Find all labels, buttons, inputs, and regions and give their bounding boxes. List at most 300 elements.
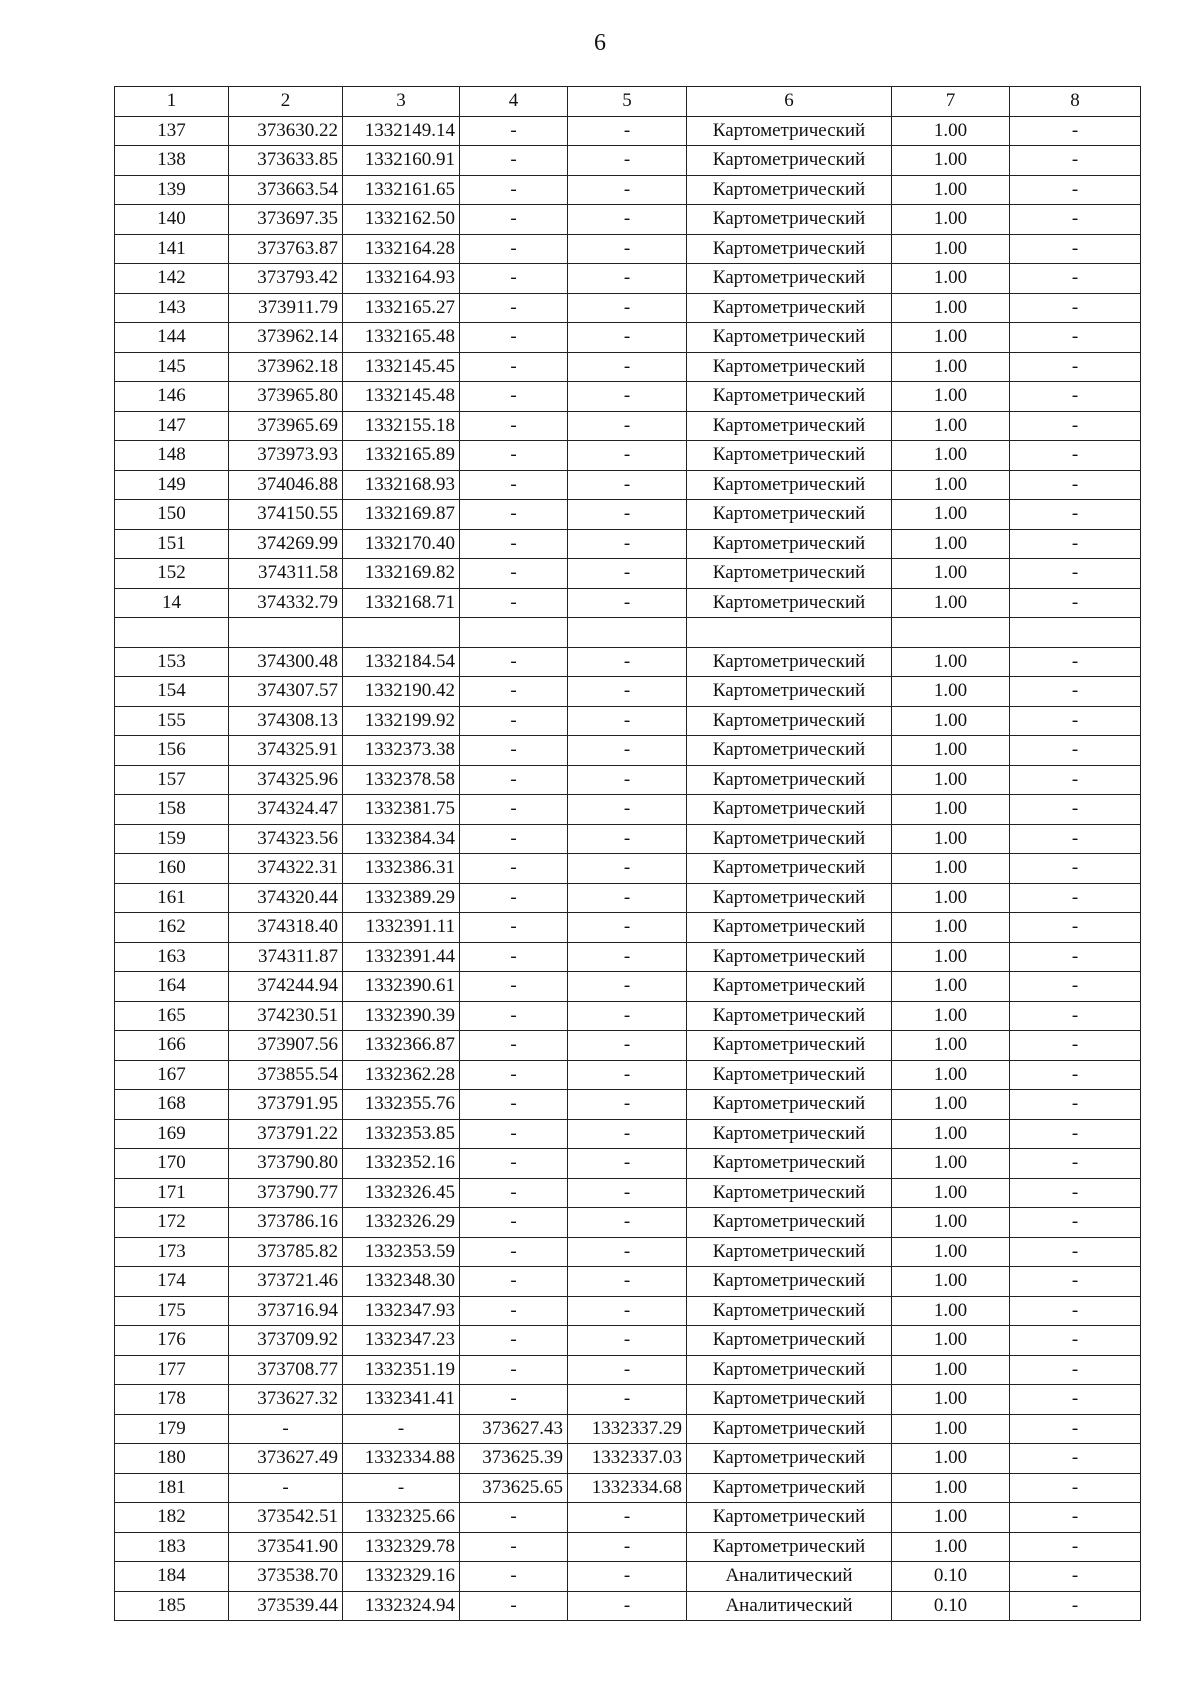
table-row: [115, 1267, 1141, 1297]
table-row: [115, 588, 1141, 618]
table-cell: -: [568, 441, 687, 471]
table-cell: 178: [115, 1385, 229, 1415]
table-cell: 1.00: [892, 942, 1010, 972]
table-cell: -: [460, 234, 568, 264]
table-cell: -: [1010, 441, 1141, 471]
table-row: [115, 500, 1141, 530]
table-cell: Картометрический: [687, 293, 892, 323]
table-cell: 1332165.48: [343, 323, 460, 353]
table-cell: 374325.91: [229, 736, 343, 766]
table-cell: -: [568, 765, 687, 795]
table-cell: 180: [115, 1444, 229, 1474]
table-cell: 373973.93: [229, 441, 343, 471]
table-cell: 1.00: [892, 854, 1010, 884]
table-cell: -: [1010, 1444, 1141, 1474]
table-cell: -: [1010, 1591, 1141, 1621]
table-cell: 1332351.19: [343, 1355, 460, 1385]
table-cell: 373962.14: [229, 323, 343, 353]
table-cell: 1332391.11: [343, 913, 460, 943]
table-cell: 1332161.65: [343, 175, 460, 205]
table-cell: -: [568, 706, 687, 736]
table-cell: -: [1010, 1326, 1141, 1356]
table-cell: 1.00: [892, 1532, 1010, 1562]
table-cell: 14: [115, 588, 229, 618]
table-cell: 1.00: [892, 1119, 1010, 1149]
table-cell: -: [460, 1060, 568, 1090]
table-cell: -: [460, 500, 568, 530]
table-cell: -: [460, 323, 568, 353]
table-cell: 1332165.89: [343, 441, 460, 471]
table-cell: 373793.42: [229, 264, 343, 294]
table-cell: -: [568, 323, 687, 353]
table-cell: Картометрический: [687, 1178, 892, 1208]
table-cell: 1332381.75: [343, 795, 460, 825]
table-cell: 373708.77: [229, 1355, 343, 1385]
table-row: [115, 1591, 1141, 1621]
table-cell: -: [568, 1208, 687, 1238]
table-cell: 145: [115, 352, 229, 382]
table-cell: -: [460, 677, 568, 707]
table-row: [115, 529, 1141, 559]
table-cell: 1332373.38: [343, 736, 460, 766]
table-cell: -: [568, 500, 687, 530]
table-cell: -: [460, 1503, 568, 1533]
table-cell: -: [460, 293, 568, 323]
table-cell: 183: [115, 1532, 229, 1562]
table-row: [115, 411, 1141, 441]
table-cell: -: [1010, 116, 1141, 146]
table-cell: 374269.99: [229, 529, 343, 559]
table-cell: 176: [115, 1326, 229, 1356]
table-cell: 1.00: [892, 824, 1010, 854]
table-cell: 1.00: [892, 1473, 1010, 1503]
table-cell: 140: [115, 205, 229, 235]
table-cell: -: [229, 1473, 343, 1503]
table-cell: -: [460, 1119, 568, 1149]
table-row: [115, 883, 1141, 913]
table-cell: 154: [115, 677, 229, 707]
table-cell: Картометрический: [687, 647, 892, 677]
table-cell: 143: [115, 293, 229, 323]
table-cell: 1332168.71: [343, 588, 460, 618]
table-cell: 373763.87: [229, 234, 343, 264]
table-cell: Картометрический: [687, 736, 892, 766]
table-cell: -: [460, 1001, 568, 1031]
table-cell: -: [568, 1060, 687, 1090]
table-cell: 157: [115, 765, 229, 795]
table-cell: Картометрический: [687, 264, 892, 294]
table-cell: -: [1010, 1237, 1141, 1267]
table-row: [115, 559, 1141, 589]
table-cell: -: [1010, 234, 1141, 264]
table-cell: 374332.79: [229, 588, 343, 618]
table-row: [115, 1031, 1141, 1061]
table-cell: -: [460, 1532, 568, 1562]
table-cell: Картометрический: [687, 1237, 892, 1267]
table-cell: [229, 618, 343, 648]
table-cell: Картометрический: [687, 1119, 892, 1149]
table-cell: 1.00: [892, 1031, 1010, 1061]
table-cell: 175: [115, 1296, 229, 1326]
table-cell: 146: [115, 382, 229, 412]
table-cell: 1.00: [892, 765, 1010, 795]
table-cell: 181: [115, 1473, 229, 1503]
table-cell: 139: [115, 175, 229, 205]
table-cell: [115, 618, 229, 648]
table-cell: 374230.51: [229, 1001, 343, 1031]
table-cell: -: [460, 1267, 568, 1297]
table-cell: 373785.82: [229, 1237, 343, 1267]
table-cell: -: [1010, 1296, 1141, 1326]
table-cell: -: [460, 1591, 568, 1621]
table-cell: Картометрический: [687, 588, 892, 618]
table-row: [115, 618, 1141, 648]
table-cell: -: [1010, 1060, 1141, 1090]
table-cell: 148: [115, 441, 229, 471]
table-cell: 1332170.40: [343, 529, 460, 559]
table-cell: Картометрический: [687, 1149, 892, 1179]
table-cell: 1332389.29: [343, 883, 460, 913]
table-cell: 155: [115, 706, 229, 736]
table-row: [115, 1001, 1141, 1031]
table-cell: 1332353.85: [343, 1119, 460, 1149]
table-cell: Картометрический: [687, 1444, 892, 1474]
table-cell: -: [460, 1326, 568, 1356]
table-cell: -: [1010, 913, 1141, 943]
table-cell: 373630.22: [229, 116, 343, 146]
table-cell: Картометрический: [687, 1503, 892, 1533]
table-cell: -: [568, 529, 687, 559]
table-cell: 163: [115, 942, 229, 972]
table-cell: Картометрический: [687, 470, 892, 500]
table-cell: Картометрический: [687, 175, 892, 205]
table-cell: -: [1010, 500, 1141, 530]
column-header: 8: [1010, 87, 1141, 117]
table-cell: 1332347.93: [343, 1296, 460, 1326]
table-cell: -: [1010, 146, 1141, 176]
table-row: [115, 323, 1141, 353]
table-cell: 1.00: [892, 559, 1010, 589]
table-cell: -: [343, 1473, 460, 1503]
table-cell: Картометрический: [687, 441, 892, 471]
table-cell: Картометрический: [687, 146, 892, 176]
table-cell: Картометрический: [687, 883, 892, 913]
table-cell: 373625.65: [460, 1473, 568, 1503]
table-cell: Картометрический: [687, 1326, 892, 1356]
table-cell: 373625.39: [460, 1444, 568, 1474]
table-cell: 373786.16: [229, 1208, 343, 1238]
table-cell: -: [568, 1385, 687, 1415]
table-cell: 168: [115, 1090, 229, 1120]
table-cell: 373721.46: [229, 1267, 343, 1297]
table-row: [115, 470, 1141, 500]
table-cell: Картометрический: [687, 1355, 892, 1385]
table-cell: -: [1010, 942, 1141, 972]
table-cell: -: [460, 441, 568, 471]
table-row: [115, 1444, 1141, 1474]
table-cell: -: [460, 352, 568, 382]
table-cell: 374324.47: [229, 795, 343, 825]
table-cell: 374322.31: [229, 854, 343, 884]
table-cell: -: [568, 146, 687, 176]
table-cell: -: [1010, 1473, 1141, 1503]
table-cell: 1332164.28: [343, 234, 460, 264]
table-cell: 1332145.45: [343, 352, 460, 382]
table-row: [115, 972, 1141, 1002]
table-cell: -: [1010, 264, 1141, 294]
table-cell: 1332348.30: [343, 1267, 460, 1297]
table-cell: 373962.18: [229, 352, 343, 382]
table-cell: -: [568, 411, 687, 441]
table-row: [115, 1149, 1141, 1179]
table-cell: -: [229, 1414, 343, 1444]
table-cell: -: [460, 854, 568, 884]
table-cell: -: [1010, 411, 1141, 441]
table-cell: Картометрический: [687, 500, 892, 530]
table-cell: -: [568, 1296, 687, 1326]
table-cell: -: [1010, 470, 1141, 500]
page-number: 6: [594, 30, 606, 56]
table-cell: 1.00: [892, 1326, 1010, 1356]
table-cell: 1.00: [892, 1237, 1010, 1267]
table-cell: 1332390.61: [343, 972, 460, 1002]
table-cell: 1332384.34: [343, 824, 460, 854]
table-cell: 152: [115, 559, 229, 589]
table-row: [115, 677, 1141, 707]
table-cell: 1332160.91: [343, 146, 460, 176]
table-cell: -: [1010, 588, 1141, 618]
table-cell: 374311.87: [229, 942, 343, 972]
table-cell: 373791.22: [229, 1119, 343, 1149]
table-cell: Картометрический: [687, 854, 892, 884]
table-cell: 1332334.88: [343, 1444, 460, 1474]
coordinates-table: [114, 86, 1141, 1621]
table-cell: 1.00: [892, 1208, 1010, 1238]
table-cell: 1.00: [892, 1178, 1010, 1208]
table-cell: 150: [115, 500, 229, 530]
table-cell: 1.00: [892, 441, 1010, 471]
table-cell: 1.00: [892, 736, 1010, 766]
table-cell: -: [1010, 1355, 1141, 1385]
table-row: [115, 1562, 1141, 1592]
table-cell: 1332337.03: [568, 1444, 687, 1474]
table-cell: 159: [115, 824, 229, 854]
table-cell: 1.00: [892, 293, 1010, 323]
table-cell: -: [1010, 1414, 1141, 1444]
table-cell: [1010, 618, 1141, 648]
table-cell: Картометрический: [687, 824, 892, 854]
table-cell: -: [460, 1562, 568, 1592]
table-cell: 1.00: [892, 1385, 1010, 1415]
table-cell: -: [568, 382, 687, 412]
table-cell: -: [460, 470, 568, 500]
table-row: [115, 382, 1141, 412]
table-cell: -: [568, 1178, 687, 1208]
table-cell: 172: [115, 1208, 229, 1238]
table-cell: 1.00: [892, 1444, 1010, 1474]
table-cell: 373855.54: [229, 1060, 343, 1090]
table-cell: -: [1010, 1503, 1141, 1533]
table-cell: -: [460, 736, 568, 766]
table-cell: Картометрический: [687, 529, 892, 559]
table-cell: -: [568, 1591, 687, 1621]
table-cell: 0.10: [892, 1591, 1010, 1621]
table-cell: -: [460, 1237, 568, 1267]
table-cell: -: [1010, 1267, 1141, 1297]
table-cell: 161: [115, 883, 229, 913]
column-header: 7: [892, 87, 1010, 117]
table-cell: 1.00: [892, 1414, 1010, 1444]
table-cell: 1332326.45: [343, 1178, 460, 1208]
table-cell: 1332168.93: [343, 470, 460, 500]
table-cell: Картометрический: [687, 972, 892, 1002]
table-cell: -: [568, 205, 687, 235]
table-cell: 1.00: [892, 1001, 1010, 1031]
table-cell: 1332326.29: [343, 1208, 460, 1238]
table-cell: -: [568, 883, 687, 913]
table-cell: -: [1010, 352, 1141, 382]
column-header: 1: [115, 87, 229, 117]
table-cell: -: [1010, 854, 1141, 884]
table-cell: 1332391.44: [343, 942, 460, 972]
table-cell: Картометрический: [687, 205, 892, 235]
table-row: [115, 293, 1141, 323]
table-cell: -: [460, 205, 568, 235]
table-cell: 158: [115, 795, 229, 825]
table-cell: 141: [115, 234, 229, 264]
table-cell: 373907.56: [229, 1031, 343, 1061]
table-cell: 374323.56: [229, 824, 343, 854]
table-cell: 374325.96: [229, 765, 343, 795]
table-cell: -: [1010, 765, 1141, 795]
table-cell: -: [568, 1031, 687, 1061]
table-cell: 1.00: [892, 795, 1010, 825]
table-cell: -: [568, 1355, 687, 1385]
table-cell: Картометрический: [687, 116, 892, 146]
table-cell: -: [460, 264, 568, 294]
table-cell: -: [568, 1001, 687, 1031]
table-cell: -: [1010, 1532, 1141, 1562]
table-cell: 373697.35: [229, 205, 343, 235]
table-cell: 144: [115, 323, 229, 353]
table-cell: 373633.85: [229, 146, 343, 176]
table-cell: -: [460, 411, 568, 441]
table-cell: Картометрический: [687, 411, 892, 441]
table-cell: 156: [115, 736, 229, 766]
table-cell: Картометрический: [687, 1414, 892, 1444]
table-cell: 373965.69: [229, 411, 343, 441]
table-cell: -: [1010, 1031, 1141, 1061]
table-cell: Картометрический: [687, 1296, 892, 1326]
table-cell: -: [568, 942, 687, 972]
table-cell: 1332149.14: [343, 116, 460, 146]
table-cell: -: [568, 736, 687, 766]
table-row: [115, 441, 1141, 471]
table-row: [115, 146, 1141, 176]
table-cell: 373663.54: [229, 175, 343, 205]
table-cell: [343, 618, 460, 648]
table-row: [115, 913, 1141, 943]
table-cell: -: [460, 1149, 568, 1179]
table-cell: -: [1010, 293, 1141, 323]
table-cell: 1.00: [892, 1267, 1010, 1297]
table-cell: 1332341.41: [343, 1385, 460, 1415]
table-row: [115, 765, 1141, 795]
table-row: [115, 1414, 1141, 1444]
table-cell: -: [460, 146, 568, 176]
table-cell: Аналитический: [687, 1591, 892, 1621]
table-cell: 1.00: [892, 264, 1010, 294]
table-cell: 1.00: [892, 470, 1010, 500]
table-cell: 149: [115, 470, 229, 500]
table-header-row: [115, 87, 1141, 117]
table-cell: 173: [115, 1237, 229, 1267]
table-cell: -: [460, 588, 568, 618]
table-cell: -: [1010, 647, 1141, 677]
table-cell: 1.00: [892, 1503, 1010, 1533]
table-cell: -: [1010, 795, 1141, 825]
table-cell: -: [460, 765, 568, 795]
table-cell: -: [568, 795, 687, 825]
table-cell: 373627.49: [229, 1444, 343, 1474]
table-cell: [460, 618, 568, 648]
table-cell: 164: [115, 972, 229, 1002]
table-cell: 373541.90: [229, 1532, 343, 1562]
table-cell: -: [1010, 972, 1141, 1002]
table-cell: -: [568, 559, 687, 589]
table-cell: -: [1010, 323, 1141, 353]
table-cell: 374308.13: [229, 706, 343, 736]
table-cell: -: [568, 1326, 687, 1356]
table-cell: Картометрический: [687, 1267, 892, 1297]
table-cell: -: [568, 1503, 687, 1533]
table-cell: 374307.57: [229, 677, 343, 707]
table-cell: 1332386.31: [343, 854, 460, 884]
table-cell: -: [568, 1562, 687, 1592]
table-cell: -: [1010, 382, 1141, 412]
column-header: 4: [460, 87, 568, 117]
table-cell: 1.00: [892, 913, 1010, 943]
table-cell: 1.00: [892, 205, 1010, 235]
table-cell: -: [1010, 1562, 1141, 1592]
table-cell: -: [460, 942, 568, 972]
table-row: [115, 1385, 1141, 1415]
table-cell: Картометрический: [687, 1060, 892, 1090]
table-cell: Картометрический: [687, 706, 892, 736]
table-cell: 1.00: [892, 529, 1010, 559]
table-cell: 373538.70: [229, 1562, 343, 1592]
table-cell: 169: [115, 1119, 229, 1149]
table-body: [115, 116, 1141, 1621]
table-cell: -: [460, 529, 568, 559]
table-row: [115, 706, 1141, 736]
table-cell: 1.00: [892, 706, 1010, 736]
table-cell: -: [1010, 1178, 1141, 1208]
table-cell: 153: [115, 647, 229, 677]
table-cell: 1332324.94: [343, 1591, 460, 1621]
table-cell: -: [1010, 529, 1141, 559]
table-cell: 373627.32: [229, 1385, 343, 1415]
table-row: [115, 647, 1141, 677]
table-cell: 1.00: [892, 116, 1010, 146]
table-cell: -: [568, 1532, 687, 1562]
table-cell: 374244.94: [229, 972, 343, 1002]
table-cell: -: [1010, 1385, 1141, 1415]
table-cell: 165: [115, 1001, 229, 1031]
table-cell: -: [460, 559, 568, 589]
table-cell: 373790.80: [229, 1149, 343, 1179]
table-cell: -: [568, 116, 687, 146]
